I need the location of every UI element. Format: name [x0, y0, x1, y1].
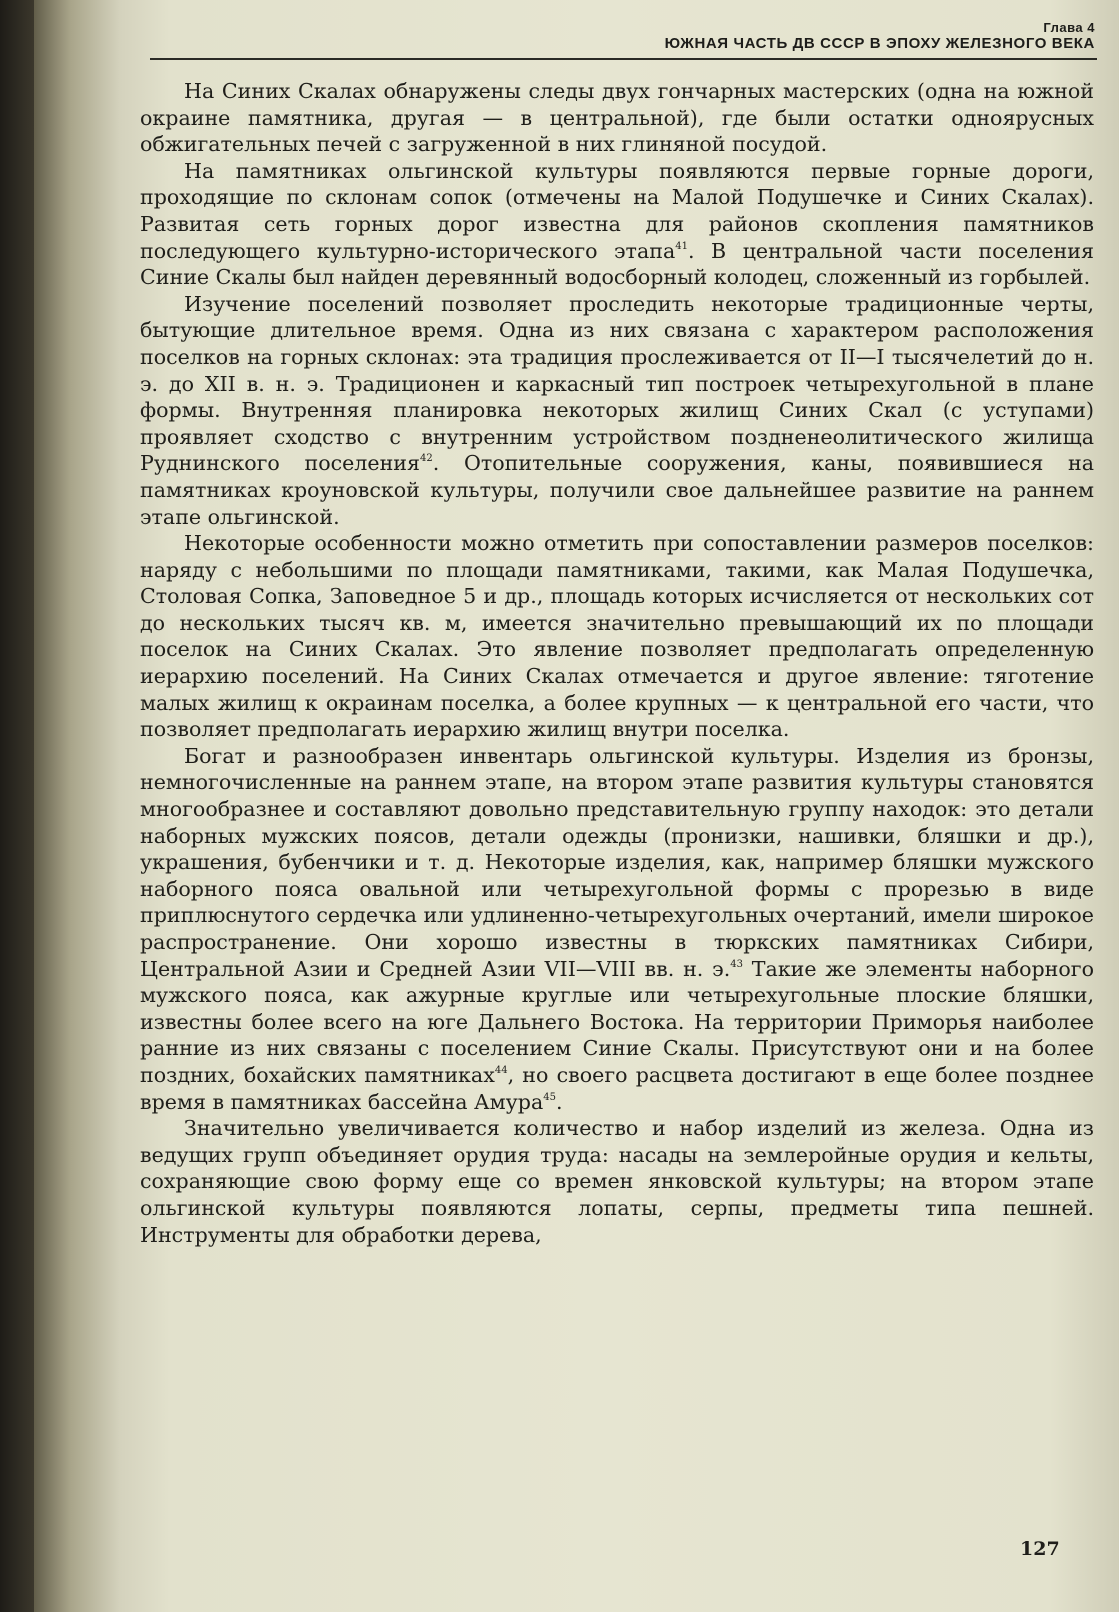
body-text	[140, 78, 1094, 1248]
running-title: ЮЖНАЯ ЧАСТЬ ДВ СССР В ЭПОХУ ЖЕЛЕЗНОГО ВЕКА	[664, 35, 1095, 52]
page-number: 127	[1020, 1538, 1060, 1560]
footnote-ref: 42	[420, 453, 433, 465]
running-header	[148, 20, 1095, 53]
paragraph: На памятниках ольгинской культуры появляются первые горные дороги, проходящие по склонам сопок (отмечены на Малой Подушечке и Синих Скалах). Развитая сеть горных дорог известна для районов скопления памятников последующего культурно-исторического этапа$^{41}$. В центральной части поселения Синие Скалы был найден деревянный водосборный колодец, сложенный из горбылей.	[140, 158, 1094, 290]
book-spine-shadow	[0, 0, 34, 1612]
paragraph: Некоторые особенности можно отметить при сопоставлении размеров поселков: наряду с небольшими по площади памятниками, такими, как Малая Подушечка, Столовая Сопка, Заповедное 5 и др., площадь которых исчисляется от нескольких сот до нескольких тысяч кв. м, имеется значительно превышающий их по площади поселок на Синих Скалах. Это явление позволяет предполагать определенную иерархию поселений. На Синих Скалах отмечается и другое явление: тяготение малых жилищ к окраинам поселка, а более крупных — к центральной его части, что позволяет предполагать иерархию жилищ внутри поселка.	[140, 531, 1094, 742]
paragraph: Изучение поселений позволяет проследить некоторые традиционные черты, бытующие длительное время. Одна из них связана с характером расположения поселков на горных склонах: эта традиция прослеживается от II—I тысячелетий до н. э. до XII в. н. э. Традиционен и каркасный тип построек четырехугольной в плане формы. Внутренняя планировка некоторых жилищ Синих Скал (с уступами) проявляет сходство с внутренним устройством поздненеолитического жилища Руднинского поселения$^{42}$. Отопительные сооружения, каны, появившиеся на памятниках кроуновской культуры, получили свое дальнейшее развитие на раннем этапе ольгинской.	[140, 291, 1094, 529]
footnote-ref: 45	[543, 1091, 556, 1103]
footnote-ref: 43	[730, 958, 743, 970]
paragraph: Значительно увеличивается количество и набор изделий из железа. Одна из ведущих групп объединяет орудия труда: насады на землеройные орудия и кельты, сохраняющие свою форму еще со времен янковской культуры; на втором этапе ольгинской культуры появляются лопаты, серпы, предметы типа пешней. Инструменты для обработки дерева,	[140, 1116, 1094, 1247]
paragraph: Богат и разнообразен инвентарь ольгинской культуры. Изделия из бронзы, немногочисленные на раннем этапе, на втором этапе развития культуры становятся многообразнее и составляют довольно представительную группу находок: это детали наборных мужских поясов, детали одежды (пронизки, нашивки, бляшки и др.), украшения, бубенчики и т. д. Некоторые изделия, как, например бляшки мужского наборного пояса овальной или четырехугольной формы с прорезью в виде приплюснутого сердечка или удлиненно-четырехугольных очертаний, имели широкое распространение. Они хорошо известны в тюркских памятниках Сибири, Центральной Азии и Средней Азии VII—VIII вв. н. э.$^{43}$ Такие же элементы наборного мужского пояса, как ажурные круглые или четырехугольные плоские бляшки, известны более всего на юге Дальнего Востока. На территории Приморья наиболее ранние из них связаны с поселением Синие Скалы. Присутствуют они и на более поздних, бохайских памятниках$^{44}$, но своего расцвета достигают в еще более позднее время в памятниках бассейна Амура$^{45}$.	[140, 743, 1094, 1114]
header-rule	[150, 58, 1097, 60]
footnote-ref: 44	[494, 1064, 508, 1076]
paragraph: На Синих Скалах обнаружены следы двух гончарных мастерских (одна на южной окраине памятника, другая — в центральной), где были остатки одноярусных обжигательных печей с загруженной в них глиняной посудой.	[140, 79, 1094, 157]
footnote-ref: 41	[675, 240, 688, 252]
chapter-label: Глава 4	[1043, 20, 1095, 35]
